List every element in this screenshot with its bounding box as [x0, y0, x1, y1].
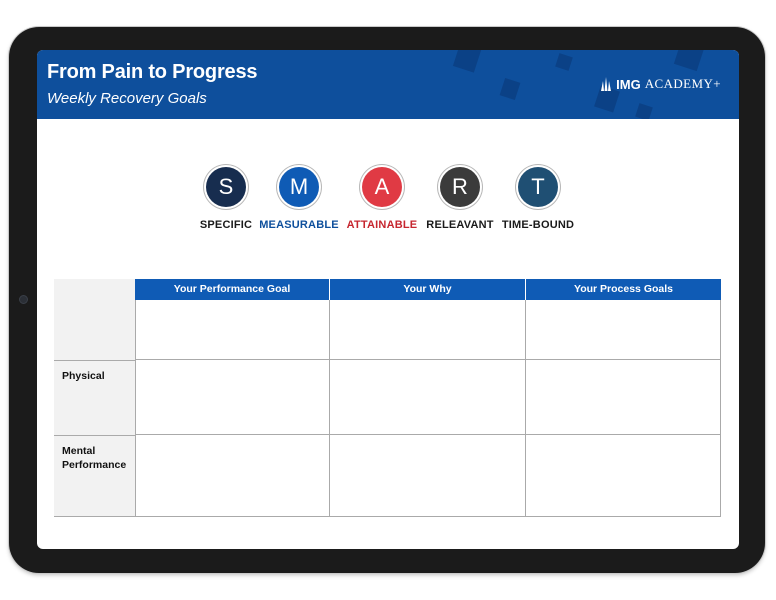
row-header-mental-performance: Mental Performance — [54, 435, 135, 517]
decorative-square — [500, 78, 521, 100]
column-header-performance-goal: Your Performance Goal — [135, 279, 330, 300]
smart-goals-row — [37, 167, 739, 237]
letter-circle-s: S — [206, 167, 246, 207]
letter-circle-r: R — [440, 167, 480, 207]
page-subtitle: Weekly Recovery Goals — [47, 90, 207, 107]
table-cell-r2-c3[interactable] — [526, 360, 721, 435]
goals-table — [54, 279, 721, 517]
smart-label-time-bound: TIME-BOUND — [501, 219, 575, 231]
table-cell-r1-c2[interactable] — [330, 300, 526, 360]
column-header-process-goals: Your Process Goals — [526, 279, 721, 300]
table-cell-r1-c1[interactable] — [135, 300, 330, 360]
table-cell-r3-c3[interactable] — [526, 435, 721, 517]
decorative-square — [635, 103, 653, 119]
camera-icon — [19, 295, 28, 304]
table-cell-r2-c1[interactable] — [135, 360, 330, 435]
smart-label-measurable: MEASURABLE — [259, 219, 339, 231]
column-header-your-why: Your Why — [330, 279, 526, 300]
decorative-square — [555, 53, 573, 71]
worksheet-screen — [37, 50, 739, 549]
letter-circle-t: T — [518, 167, 558, 207]
page-title: From Pain to Progress — [47, 61, 258, 83]
smart-item-a — [342, 167, 422, 231]
header-banner — [37, 50, 739, 119]
smart-item-m — [259, 167, 339, 231]
table-cell-r1-c3[interactable] — [526, 300, 721, 360]
decorative-square — [674, 50, 704, 71]
table-cell-r3-c1[interactable] — [135, 435, 330, 517]
tower-icon — [600, 77, 612, 91]
decorative-square — [453, 50, 483, 73]
brand-name-bold: IMG — [616, 76, 641, 92]
smart-label-attainable: ATTAINABLE — [346, 219, 418, 231]
brand-name-rest: ACADEMY+ — [644, 76, 721, 91]
brand-logo — [600, 76, 721, 92]
letter-circle-a: A — [362, 167, 402, 207]
table-cell-r2-c2[interactable] — [330, 360, 526, 435]
smart-item-t — [498, 167, 578, 231]
tablet-frame — [9, 27, 765, 573]
smart-item-s — [186, 167, 266, 231]
row-header-physical: Physical — [54, 360, 135, 435]
smart-label-specific: SPECIFIC — [199, 219, 253, 231]
table-cell-r3-c2[interactable] — [330, 435, 526, 517]
letter-circle-m: M — [279, 167, 319, 207]
table-corner-cell — [54, 279, 135, 360]
smart-item-r — [420, 167, 500, 231]
smart-label-relevant: RELEAVANT — [426, 219, 494, 231]
